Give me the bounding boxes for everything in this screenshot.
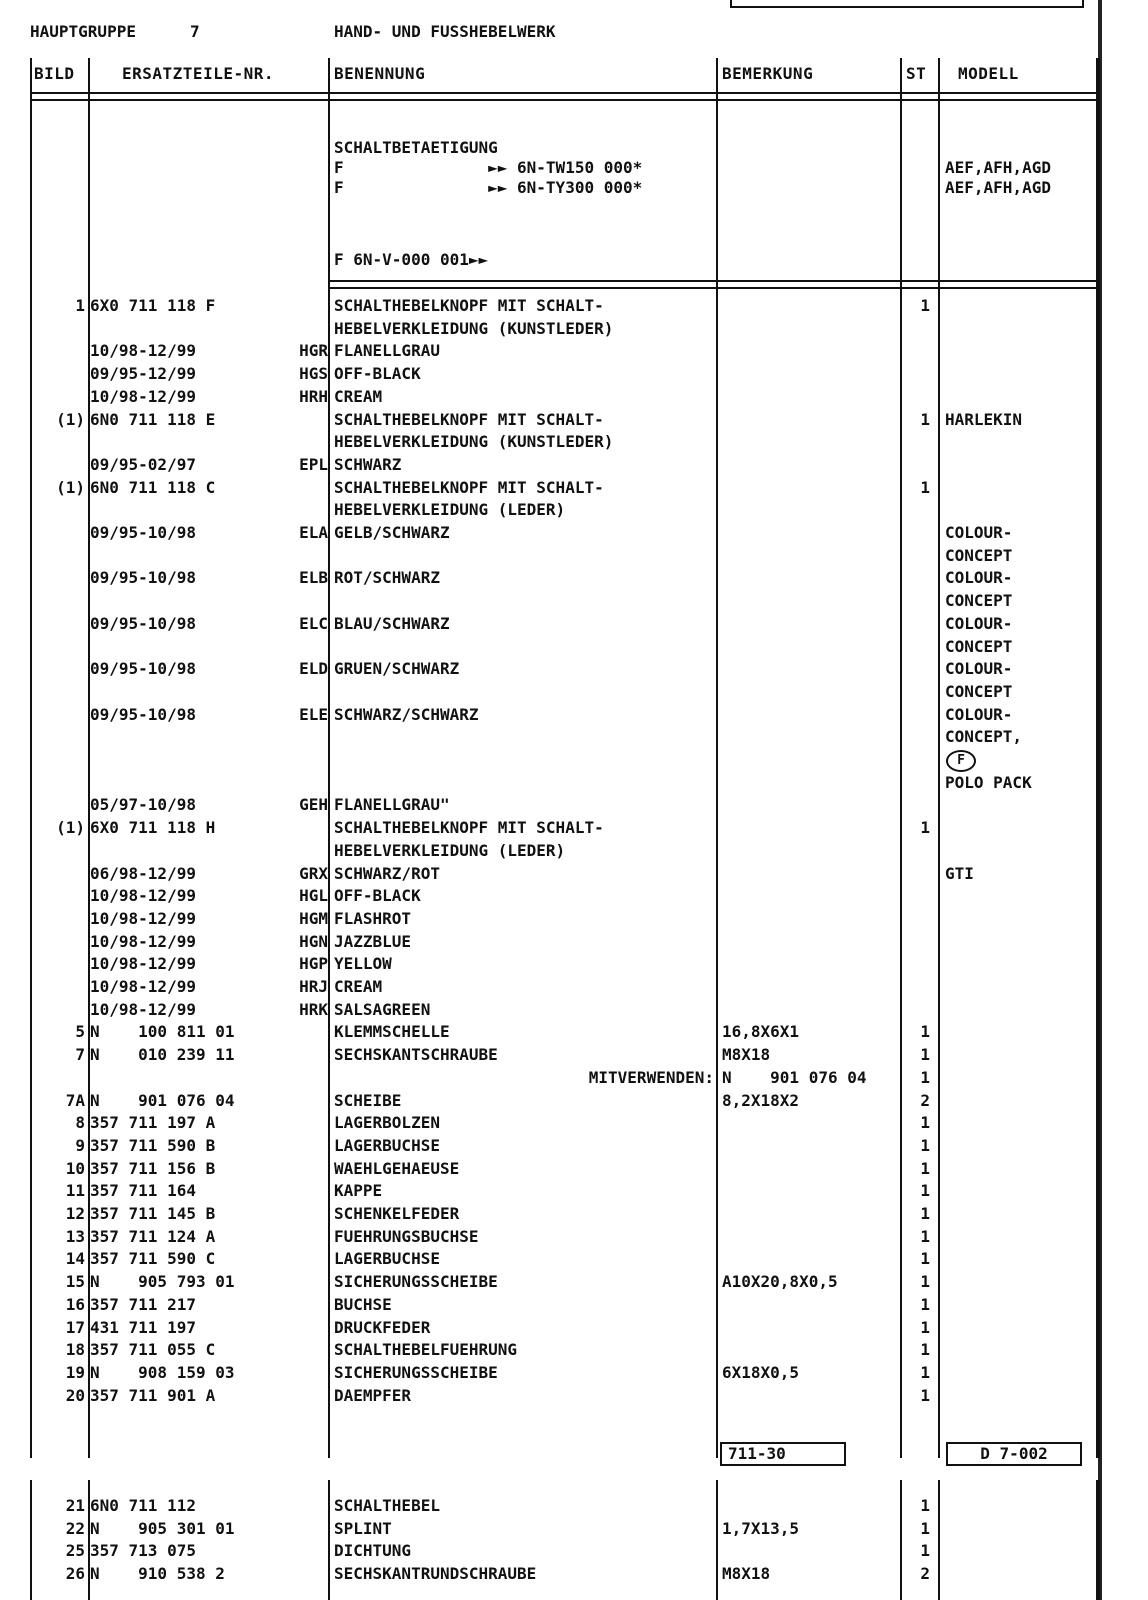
f-circle-symbol: F	[946, 750, 976, 772]
bild-cell: 17	[65, 1317, 85, 1337]
part-number-cell: 357 711 197 A	[90, 1113, 216, 1133]
part-number-cell: N 905 301 01	[90, 1518, 235, 1538]
description-cell: SCHALTHEBELKNOPF MIT SCHALT-	[334, 409, 604, 429]
col-header-modell: MODELL	[958, 64, 1019, 83]
color-code-cell: HGP	[299, 954, 328, 974]
part-number-cell: 10/98-12/99	[90, 341, 196, 361]
description-cell: SCHENKELFEDER	[334, 1204, 460, 1223]
quantity-cell: 1	[920, 1496, 930, 1515]
col-header-benennung: BENENNUNG	[334, 64, 426, 83]
color-code-cell: ELB	[299, 568, 328, 588]
parts-table	[30, 58, 1100, 1458]
part-number-cell: 10/98-12/99	[90, 931, 196, 951]
table-row	[30, 523, 1100, 543]
description-cell: CREAM	[334, 977, 383, 996]
table-row	[30, 1227, 1100, 1247]
table-row	[30, 1519, 1100, 1539]
bild-cell: 12	[65, 1204, 85, 1223]
description-cell: CREAM	[334, 386, 383, 406]
bild-cell: 14	[65, 1249, 85, 1269]
bild-cell: 8	[75, 1113, 85, 1133]
description-cell: DRUCKFEDER	[334, 1317, 431, 1337]
model-cell: COLOUR-	[945, 613, 1013, 633]
model-cell: POLO PACK	[945, 772, 1032, 792]
description-cell: KAPPE	[334, 1181, 383, 1201]
table-row	[30, 1045, 1100, 1065]
color-code-cell: HGL	[299, 886, 328, 906]
page-ref: D 7-002	[946, 1442, 1082, 1466]
table-row	[30, 773, 1100, 793]
description-cell: SCHWARZ	[334, 454, 402, 474]
table-row	[30, 1091, 1100, 1111]
table-row	[30, 1249, 1100, 1269]
table-row	[30, 977, 1100, 997]
table-row	[30, 319, 1100, 339]
quantity-cell: 1	[920, 1113, 930, 1133]
model-cell: HARLEKIN	[945, 409, 1023, 429]
color-code-cell: ELC	[299, 613, 328, 633]
col-header-bild: BILD	[34, 64, 75, 83]
description-cell: YELLOW	[334, 954, 392, 974]
top-right-frame	[730, 0, 1084, 8]
table-row	[30, 1000, 1100, 1020]
table-row	[30, 659, 1100, 679]
description-cell: OFF-BLACK	[334, 364, 421, 384]
color-code-cell: EPL	[299, 454, 328, 474]
description-cell: JAZZBLUE	[334, 931, 412, 951]
page-references	[720, 1442, 1100, 1466]
bild-cell: 16	[65, 1294, 85, 1314]
remark-cell: N 901 076 04	[722, 1067, 867, 1087]
description-cell: FLANELLGRAU	[334, 341, 440, 361]
quantity-cell: 1	[920, 1272, 930, 1292]
table-row	[30, 1272, 1100, 1292]
part-number-cell: 6N0 711 118 E	[90, 409, 216, 429]
quantity-cell: 2	[920, 1090, 930, 1110]
part-number-cell: 09/95-10/98	[90, 659, 196, 679]
remark-cell: M8X18	[722, 1564, 771, 1584]
description-cell: ROT/SCHWARZ	[334, 568, 440, 588]
parts-table-continued	[30, 1480, 1100, 1600]
quantity-cell: 1	[920, 1181, 930, 1201]
model-cell: COLOUR-	[945, 659, 1013, 679]
description-cell: BLAU/SCHWARZ	[334, 613, 450, 633]
table-row	[30, 341, 1100, 361]
group-label: HAUPTGRUPPE	[30, 22, 136, 41]
col-header-st: ST	[906, 64, 927, 83]
description-cell: LAGERBUCHSE	[334, 1249, 440, 1269]
intro-model: AEF,AFH,AGD	[945, 158, 1051, 177]
description-cell: GELB/SCHWARZ	[334, 523, 450, 542]
part-number-cell: N 901 076 04	[90, 1090, 235, 1110]
part-number-cell: 357 711 145 B	[90, 1204, 216, 1223]
part-number-cell: 05/97-10/98	[90, 795, 196, 815]
quantity-cell: 2	[920, 1564, 930, 1584]
section-ref: 711-30	[720, 1442, 846, 1466]
color-code-cell: GRX	[299, 863, 328, 883]
bild-cell: 9	[75, 1135, 85, 1155]
description-cell: OFF-BLACK	[334, 886, 421, 906]
part-number-cell: 357 711 124 A	[90, 1226, 216, 1246]
table-row	[30, 795, 1100, 815]
quantity-cell: 1	[920, 1135, 930, 1155]
table-row	[30, 954, 1100, 974]
description-cell: LAGERBOLZEN	[334, 1113, 440, 1133]
remark-cell: 6X18X0,5	[722, 1362, 800, 1382]
part-number-cell: 09/95-10/98	[90, 704, 196, 724]
part-number-cell: 357 711 156 B	[90, 1158, 216, 1178]
color-code-cell: HRJ	[299, 977, 328, 996]
bild-cell: 19	[65, 1362, 85, 1382]
quantity-cell: 1	[920, 1226, 930, 1246]
remark-cell: 8,2X18X2	[722, 1090, 800, 1110]
remark-cell: 1,7X13,5	[722, 1518, 800, 1538]
color-code-cell: ELE	[299, 704, 328, 724]
table-row	[30, 568, 1100, 588]
table-row	[30, 1204, 1100, 1224]
color-code-cell: HRH	[299, 386, 328, 406]
table-row	[30, 546, 1100, 566]
description-cell: SPLINT	[334, 1518, 392, 1538]
bild-cell: 25	[65, 1541, 85, 1561]
color-code-cell: HGS	[299, 364, 328, 384]
model-cell: CONCEPT	[945, 636, 1013, 656]
quantity-cell: 1	[920, 1385, 930, 1405]
description-cell: HEBELVERKLEIDUNG (LEDER)	[334, 500, 566, 520]
bild-cell: (1)	[56, 818, 85, 838]
remark-cell: 16,8X6X1	[722, 1022, 800, 1042]
table-row	[30, 1068, 1100, 1088]
table-row	[30, 886, 1100, 906]
part-number-cell: 09/95-10/98	[90, 613, 196, 633]
table-row	[30, 296, 1100, 316]
table-row	[30, 1318, 1100, 1338]
description-cell: BUCHSE	[334, 1294, 392, 1314]
part-number-cell: 06/98-12/99	[90, 863, 196, 883]
intro-row	[30, 250, 1100, 270]
description-cell: SCHALTHEBELKNOPF MIT SCHALT-	[334, 296, 604, 315]
description-cell: DAEMPFER	[334, 1385, 412, 1405]
model-cell: CONCEPT	[945, 591, 1013, 611]
table-row	[30, 410, 1100, 430]
quantity-cell: 1	[920, 1317, 930, 1337]
part-number-cell: 431 711 197	[90, 1317, 196, 1337]
description-cell: SECHSKANTSCHRAUBE	[334, 1045, 498, 1065]
part-number-cell: N 905 793 01	[90, 1272, 235, 1292]
description-cell: LAGERBUCHSE	[334, 1135, 440, 1155]
part-number-cell: 09/95-10/98	[90, 568, 196, 588]
part-number-cell: 09/95-12/99	[90, 364, 196, 384]
part-number-cell: 09/95-02/97	[90, 454, 196, 474]
part-number-cell: 357 711 164	[90, 1181, 196, 1201]
part-number-cell: 10/98-12/99	[90, 886, 196, 906]
bild-cell: 10	[65, 1158, 85, 1178]
quantity-cell: 1	[920, 296, 930, 315]
color-code-cell: ELA	[299, 523, 328, 542]
part-number-cell: 357 711 901 A	[90, 1385, 216, 1405]
col-header-bemerkung: BEMERKUNG	[722, 64, 814, 83]
table-row	[30, 1136, 1100, 1156]
model-cell: COLOUR-	[945, 523, 1013, 542]
description-cell: SICHERUNGSSCHEIBE	[334, 1362, 498, 1382]
color-code-cell: HGN	[299, 931, 328, 951]
part-number-cell: 10/98-12/99	[90, 386, 196, 406]
intro-line: F 6N-V-000 001►►	[334, 250, 489, 269]
table-row	[30, 614, 1100, 634]
table-row	[30, 1564, 1100, 1584]
description-cell: WAEHLGEHAEUSE	[334, 1158, 460, 1178]
model-cell: CONCEPT	[945, 545, 1013, 565]
part-number-cell: 357 711 590 C	[90, 1249, 216, 1269]
table-row	[30, 750, 1100, 770]
table-row	[30, 1022, 1100, 1042]
description-cell: SALSAGREEN	[334, 999, 431, 1019]
bild-cell: 11	[65, 1181, 85, 1201]
group-title: HAND- UND FUSSHEBELWERK	[334, 22, 556, 41]
table-row	[30, 364, 1100, 384]
header-rule	[30, 92, 1100, 101]
description-cell: SCHALTHEBELKNOPF MIT SCHALT-	[334, 477, 604, 497]
table-row	[30, 909, 1100, 929]
bild-cell: 21	[65, 1496, 85, 1515]
quantity-cell: 1	[920, 818, 930, 838]
bild-cell: (1)	[56, 477, 85, 497]
bild-cell: 15	[65, 1272, 85, 1292]
quantity-cell: 1	[920, 1067, 930, 1087]
table-row	[30, 682, 1100, 702]
part-number-cell: 6N0 711 118 C	[90, 477, 216, 497]
quantity-cell: 1	[920, 1518, 930, 1538]
color-code-cell: HRK	[299, 999, 328, 1019]
table-row	[30, 932, 1100, 952]
table-row	[30, 1386, 1100, 1406]
description-cell: SCHALTHEBELKNOPF MIT SCHALT-	[334, 818, 604, 838]
table-row	[30, 1496, 1100, 1516]
description-cell: FLASHROT	[334, 908, 412, 928]
quantity-cell: 1	[920, 1249, 930, 1269]
quantity-cell: 1	[920, 477, 930, 497]
part-number-cell: 09/95-10/98	[90, 523, 196, 542]
part-number-cell: 10/98-12/99	[90, 954, 196, 974]
remark-cell: A10X20,8X0,5	[722, 1272, 838, 1292]
quantity-cell: 1	[920, 1362, 930, 1382]
description-cell: DICHTUNG	[334, 1541, 412, 1561]
group-number: 7	[190, 22, 200, 41]
table-row	[30, 1113, 1100, 1133]
table-row	[30, 727, 1100, 747]
bild-cell: 20	[65, 1385, 85, 1405]
bild-cell: 22	[65, 1518, 85, 1538]
quantity-cell: 1	[920, 1340, 930, 1360]
description-cell: SCHALTHEBELFUEHRUNG	[334, 1340, 518, 1360]
description-cell: SCHALTHEBEL	[334, 1496, 440, 1515]
part-number-cell: 357 711 055 C	[90, 1340, 216, 1360]
table-row	[30, 818, 1100, 838]
quantity-cell: 1	[920, 1541, 930, 1561]
table-row	[30, 1340, 1100, 1360]
part-number-cell: 10/98-12/99	[90, 977, 196, 996]
bild-cell: 18	[65, 1340, 85, 1360]
model-cell: GTI	[945, 863, 974, 883]
quantity-cell: 1	[920, 1158, 930, 1178]
model-cell: COLOUR-	[945, 704, 1013, 724]
table-row	[30, 387, 1100, 407]
model-cell: COLOUR-	[945, 568, 1013, 588]
description-cell: HEBELVERKLEIDUNG (LEDER)	[334, 840, 566, 860]
bild-cell: 5	[75, 1022, 85, 1042]
description-cell: FUEHRUNGSBUCHSE	[334, 1226, 479, 1246]
model-cell: CONCEPT	[945, 681, 1013, 701]
table-row	[30, 432, 1100, 452]
quantity-cell: 1	[920, 1045, 930, 1065]
part-number-cell: 357 713 075	[90, 1541, 196, 1561]
description-cell: GRUEN/SCHWARZ	[334, 659, 460, 679]
table-row	[30, 1363, 1100, 1383]
quantity-cell: 1	[920, 1204, 930, 1223]
color-code-cell: ELD	[299, 659, 328, 679]
note-cell: MITVERWENDEN:	[588, 1067, 714, 1087]
description-cell: HEBELVERKLEIDUNG (KUNSTLEDER)	[334, 318, 614, 338]
intro-line: F ►► 6N-TY300 000*	[334, 178, 643, 197]
description-cell: SCHEIBE	[334, 1090, 402, 1110]
part-number-cell: 6X0 711 118 H	[90, 818, 216, 838]
quantity-cell: 1	[920, 1022, 930, 1042]
table-row	[30, 500, 1100, 520]
section-rule	[328, 280, 1100, 289]
part-number-cell: 6N0 711 112	[90, 1496, 196, 1515]
part-number-cell: 6X0 711 118 F	[90, 296, 216, 315]
table-row	[30, 1159, 1100, 1179]
intro-title: SCHALTBETAETIGUNG	[334, 138, 498, 157]
part-number-cell: 10/98-12/99	[90, 908, 196, 928]
description-cell: SICHERUNGSSCHEIBE	[334, 1272, 498, 1292]
description-cell: SCHWARZ/ROT	[334, 863, 440, 883]
table-row	[30, 478, 1100, 498]
table-row	[30, 864, 1100, 884]
description-cell: SECHSKANTRUNDSCHRAUBE	[334, 1564, 537, 1584]
table-row	[30, 455, 1100, 475]
intro-model: AEF,AFH,AGD	[945, 178, 1051, 197]
model-cell: CONCEPT,	[945, 727, 1023, 747]
part-number-cell: N 010 239 11	[90, 1045, 235, 1065]
color-code-cell: GEH	[299, 795, 328, 815]
quantity-cell: 1	[920, 1294, 930, 1314]
part-number-cell: N 910 538 2	[90, 1564, 225, 1584]
bild-cell: (1)	[56, 409, 85, 429]
intro-row	[30, 178, 1100, 198]
bild-cell: 1	[75, 296, 85, 315]
table-row	[30, 705, 1100, 725]
table-row	[30, 637, 1100, 657]
table-row	[30, 1295, 1100, 1315]
part-number-cell: N 100 811 01	[90, 1022, 235, 1042]
description-cell: FLANELLGRAU"	[334, 795, 450, 815]
part-number-cell: 357 711 590 B	[90, 1135, 216, 1155]
intro-row	[30, 158, 1100, 178]
col-header-part: ERSATZTEILE-NR.	[122, 64, 274, 83]
description-cell: SCHWARZ/SCHWARZ	[334, 704, 479, 724]
color-code-cell: HGR	[299, 341, 328, 361]
bild-cell: 26	[65, 1564, 85, 1584]
table-row	[30, 841, 1100, 861]
part-number-cell: 357 711 217	[90, 1294, 196, 1314]
table-row	[30, 591, 1100, 611]
bild-cell: 7A	[65, 1090, 85, 1110]
description-cell: KLEMMSCHELLE	[334, 1022, 450, 1042]
table-row	[30, 1541, 1100, 1561]
part-number-cell: N 908 159 03	[90, 1362, 235, 1382]
description-cell: HEBELVERKLEIDUNG (KUNSTLEDER)	[334, 432, 614, 452]
bild-cell: 7	[75, 1045, 85, 1065]
color-code-cell: HGM	[299, 908, 328, 928]
remark-cell: M8X18	[722, 1045, 771, 1065]
bild-cell: 13	[65, 1226, 85, 1246]
quantity-cell: 1	[920, 409, 930, 429]
table-row	[30, 1181, 1100, 1201]
intro-line: F ►► 6N-TW150 000*	[334, 158, 643, 177]
intro-row	[30, 138, 1100, 158]
part-number-cell: 10/98-12/99	[90, 999, 196, 1019]
